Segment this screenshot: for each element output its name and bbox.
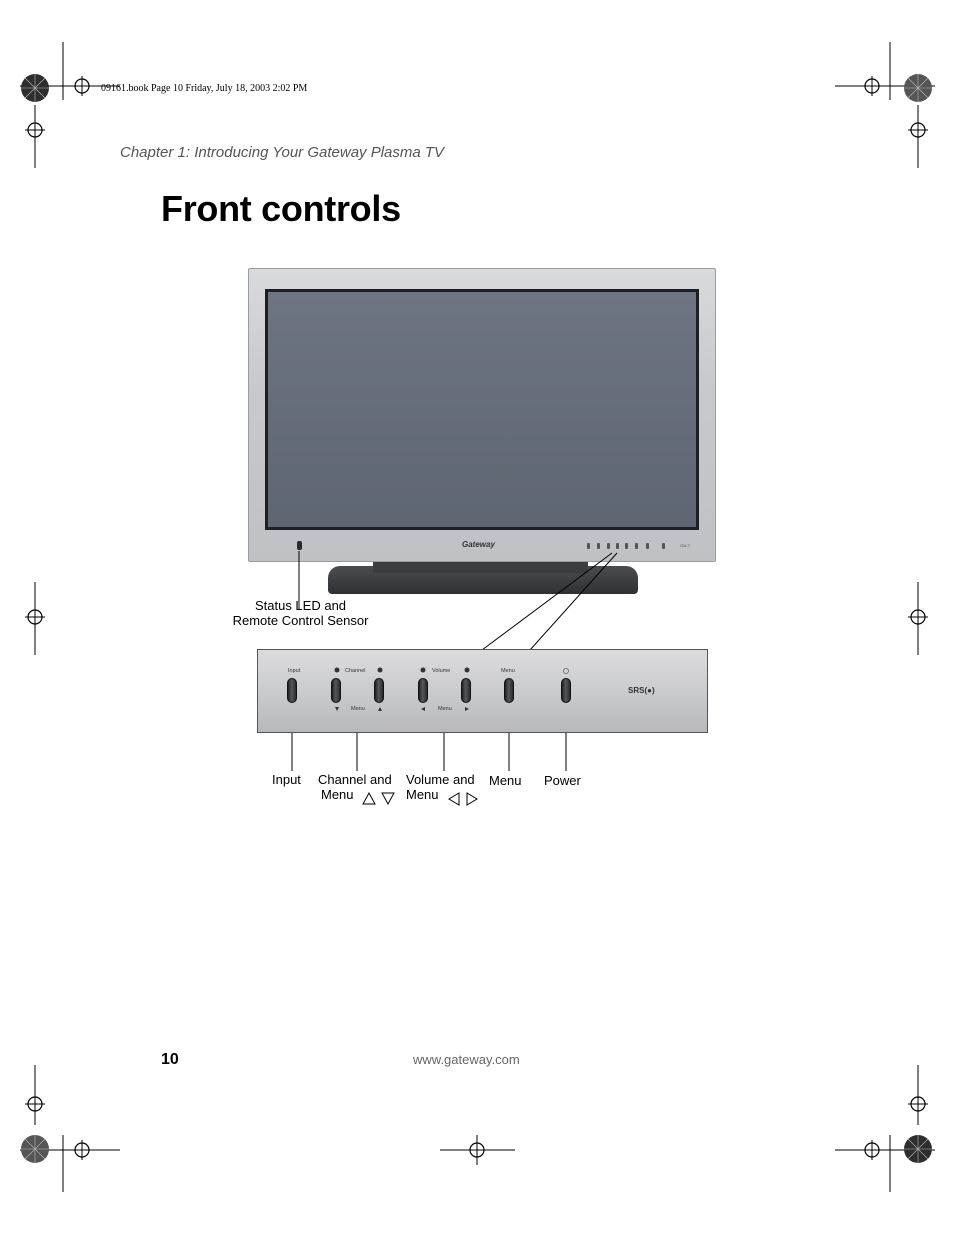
triangle-left-icon (449, 793, 459, 805)
status-led-callout (228, 598, 373, 628)
channel-label-line2: Menu (321, 787, 354, 802)
tv-brand-logo: Gateway (462, 540, 495, 549)
panel-channel-text: Channel (345, 668, 366, 674)
volume-label-line2: Menu (406, 787, 439, 802)
triangle-down-icon (382, 793, 394, 804)
power-label: Power (544, 773, 581, 788)
power-button[interactable] (561, 678, 571, 703)
volume-label-line1: Volume and (406, 772, 475, 787)
tv-control-dot (635, 543, 638, 549)
panel-volume-menu-text: Menu (438, 706, 452, 712)
tv-stand-neck (373, 561, 588, 573)
tv-control-dot (607, 543, 610, 549)
menu-button[interactable] (504, 678, 514, 703)
footer-url: www.gateway.com (413, 1052, 520, 1067)
input-button[interactable] (287, 678, 297, 703)
triangle-right-icon (467, 793, 477, 805)
status-callout-line2: Remote Control Sensor (232, 613, 369, 628)
tv-control-dot (616, 543, 619, 549)
channel-down-button[interactable] (331, 678, 341, 703)
panel-volume-text: Volume (432, 668, 451, 674)
chapter-heading: Chapter 1: Introducing Your Gateway Plasma TV (120, 144, 445, 161)
panel-menu-text: Menu (501, 668, 515, 674)
tv-screen (265, 289, 699, 530)
channel-up-button[interactable] (374, 678, 384, 703)
volume-up-button[interactable] (461, 678, 471, 703)
page-number: 10 (161, 1051, 179, 1068)
tv-control-dot (597, 543, 600, 549)
menu-label: Menu (489, 773, 522, 788)
status-led (297, 541, 302, 550)
panel-input-text: Input (288, 668, 301, 674)
volume-down-button[interactable] (418, 678, 428, 703)
panel-channel-menu-text: Menu (351, 706, 365, 712)
status-callout-line1: Status LED and (254, 598, 347, 613)
tv-control-dot (646, 543, 649, 549)
input-label: Input (272, 772, 301, 787)
tv-control-dot (625, 543, 628, 549)
page-title: Front controls (161, 188, 401, 229)
channel-label-line1: Channel and (318, 772, 392, 787)
triangle-up-icon (363, 793, 375, 804)
tv-model: GM-7 (680, 543, 690, 548)
book-info: 09161.book Page 10 Friday, July 18, 2003 2:02 PM (101, 83, 308, 94)
srs-logo: SRS(●) (628, 686, 655, 695)
tv-control-dot (662, 543, 665, 549)
tv-control-dot (587, 543, 590, 549)
